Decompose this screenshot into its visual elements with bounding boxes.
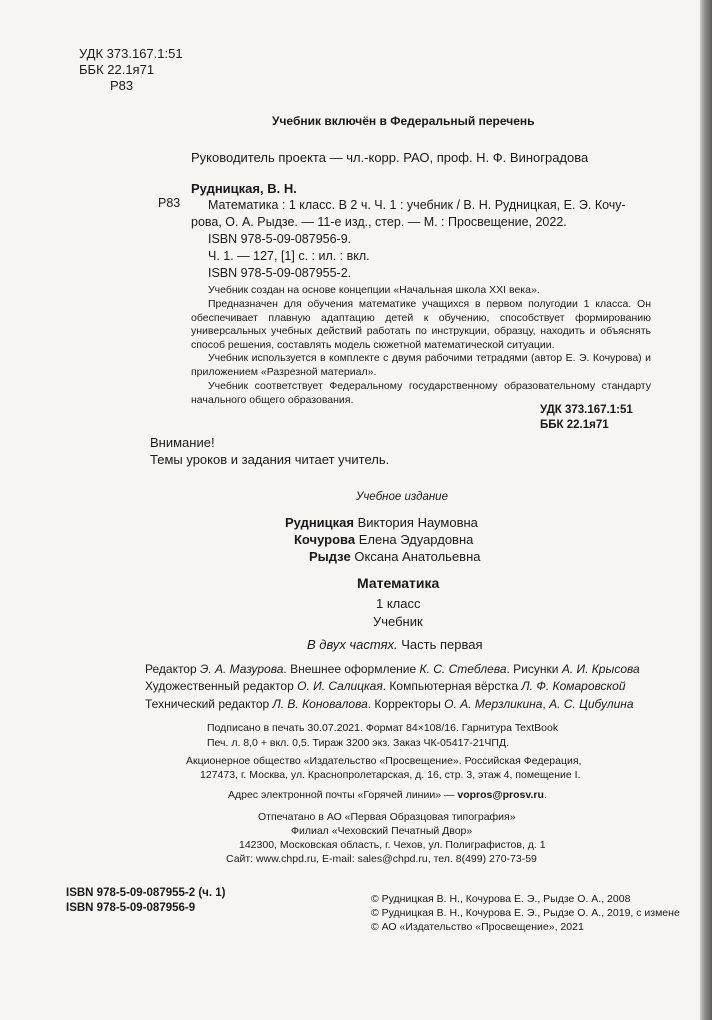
print-line2: Печ. л. 8,0 + вкл. 0,5. Тираж 3200 экз. Заказ ЧК-05417-21ЧПД. (207, 737, 509, 749)
udk-top: УДК 373.167.1:51 (79, 46, 183, 61)
bbk-top: ББК 22.1я71 (79, 62, 155, 77)
credit-person: А. И. Крысова (561, 662, 640, 676)
catalog-line2: рова, О. А. Рыдзе. — 11-е изд., стер. — М. : Просвещение, 2022. (191, 215, 567, 229)
hotline-label: Адрес электронной почты «Горячей линии» — (228, 789, 458, 801)
parts-italic: В двух частях. (307, 637, 398, 652)
author-3-surname: Рыдзе (309, 549, 351, 564)
credit-person: А. С. Цибулина (549, 697, 634, 711)
credit-person: О. И. Салицкая (297, 679, 383, 693)
credit-person: К. С. Стеблева (419, 662, 507, 676)
catalog-pages: Ч. 1. — 127, [1] с. : ил. : вкл. (208, 249, 370, 263)
isbn-bottom-2: ISBN 978-5-09-087956-9 (66, 902, 196, 914)
credit-label: . Компьютерная вёрстка (382, 679, 522, 693)
publisher-line1: Акционерное общество «Издательство «Просвещение». Российская Федерация, (186, 755, 582, 767)
notice-line2: Темы уроков и задания читает учитель. (150, 452, 390, 467)
author-2-name: Елена Эдуардовна (358, 532, 474, 547)
credits-line3 (145, 697, 634, 711)
author-1 (285, 515, 478, 530)
hotline-email: vopros@prosv.ru (457, 789, 544, 801)
printer-line4: Сайт: www.chpd.ru, E-mail: sales@chpd.ru, тел. 8(499) 270-73-59 (226, 853, 537, 865)
credit-person: О. А. Мерзликина (444, 697, 543, 711)
catalog-para1: Учебник создан на основе концепции «Начальная школа XXI века». (208, 284, 540, 296)
credits-line2 (145, 679, 626, 693)
hotline-line (228, 789, 547, 803)
page-edge-shadow (700, 0, 712, 1020)
credit-label: . Рисунки (506, 662, 562, 676)
catalog-para2: Предназначен для обучения математике учащихся в первом полугодии 1 класса. Он обеспечивает плавную адаптацию детей к обучению, способствует формированию универсальных учебных действий работать по инструкции, образцу, находить и объяснять способ решения, составлять модель сюжетной математической ситуации. (191, 298, 651, 351)
copyright-line1: © Рудницкая В. Н., Кочурова Е. Э., Рыдзе О. А., 2008 (371, 893, 631, 905)
author-1-name: Виктория Наумовна (357, 515, 478, 530)
book-kind: Учебник (373, 614, 423, 629)
catalog-isbn-set: ISBN 978-5-09-087956-9. (208, 232, 352, 246)
catalog-para3: Учебник используется в комплекте с двумя рабочими тетрадями (автор Е. Э. Кочурова) и приложением «Разрезной материал». (191, 352, 651, 378)
catalog-bbk: ББК 22.1я71 (540, 419, 609, 431)
notice-line1: Внимание! (150, 435, 215, 450)
author-3 (309, 549, 481, 564)
project-lead: Руководитель проекта — чл.-корр. РАО, проф. Н. Ф. Виноградова (191, 150, 589, 165)
catalog-para4: Учебник соответствует Федеральному государственному образовательному стандарту начального общего образования. (191, 380, 651, 406)
catalog-author: Рудницкая, В. Н. (191, 181, 297, 196)
printer-line2: Филиал «Чеховский Печатный Двор» (291, 825, 473, 837)
credit-person: Л. Ф. Комаровской (521, 679, 626, 693)
catalog-line1: Математика : 1 класс. В 2 ч. Ч. 1 : учебник / В. Н. Рудницкая, Е. Э. Кочу- (208, 198, 626, 212)
code-top: Р83 (110, 78, 134, 93)
credit-label: . Внешнее оформление (283, 662, 420, 676)
catalog-udk: УДК 373.167.1:51 (540, 404, 633, 416)
credit-person: Э. А. Мазурова (200, 662, 284, 676)
credit-label: Редактор (145, 662, 200, 676)
edition-type: Учебное издание (356, 491, 448, 503)
author-1-surname: Рудницкая (285, 515, 354, 530)
hotline-end: . (543, 789, 547, 801)
credits-line1 (145, 662, 640, 676)
book-title: Математика (357, 575, 440, 591)
parts-line (307, 637, 483, 652)
catalog-code: Р83 (158, 196, 181, 210)
credit-person: Л. В. Коновалова (272, 697, 368, 711)
parts-rest: Часть первая (397, 637, 483, 652)
copyright-line3: © АО «Издательство «Просвещение», 2021 (371, 921, 584, 933)
federal-list: Учебник включён в Федеральный перечень (272, 114, 535, 128)
author-2 (294, 532, 473, 547)
credit-label: Художественный редактор (145, 679, 298, 693)
printer-line1: Отпечатано в АО «Первая Образцовая типография» (258, 811, 516, 823)
print-line1: Подписано в печать 30.07.2021. Формат 84×108/16. Гарнитура TextBook (207, 722, 559, 734)
credit-label: Технический редактор (145, 697, 273, 711)
grade: 1 класс (376, 596, 421, 611)
printer-line3: 142300, Московская область, г. Чехов, ул. Полиграфистов, д. 1 (239, 839, 546, 851)
copyright-line2: © Рудницкая В. Н., Кочурова Е. Э., Рыдзе О. А., 2019, с измене (371, 907, 680, 919)
author-3-name: Оксана Анатольевна (354, 549, 481, 564)
catalog-isbn-part: ISBN 978-5-09-087955-2. (208, 266, 352, 280)
credit-label: , (542, 697, 550, 711)
credit-label: . Корректоры (367, 697, 445, 711)
author-2-surname: Кочурова (294, 532, 356, 547)
publisher-line2: 127473, г. Москва, ул. Краснопролетарская, д. 16, стр. 3, этаж 4, помещение I. (200, 769, 581, 781)
isbn-bottom-1: ISBN 978-5-09-087955-2 (ч. 1) (66, 887, 226, 899)
